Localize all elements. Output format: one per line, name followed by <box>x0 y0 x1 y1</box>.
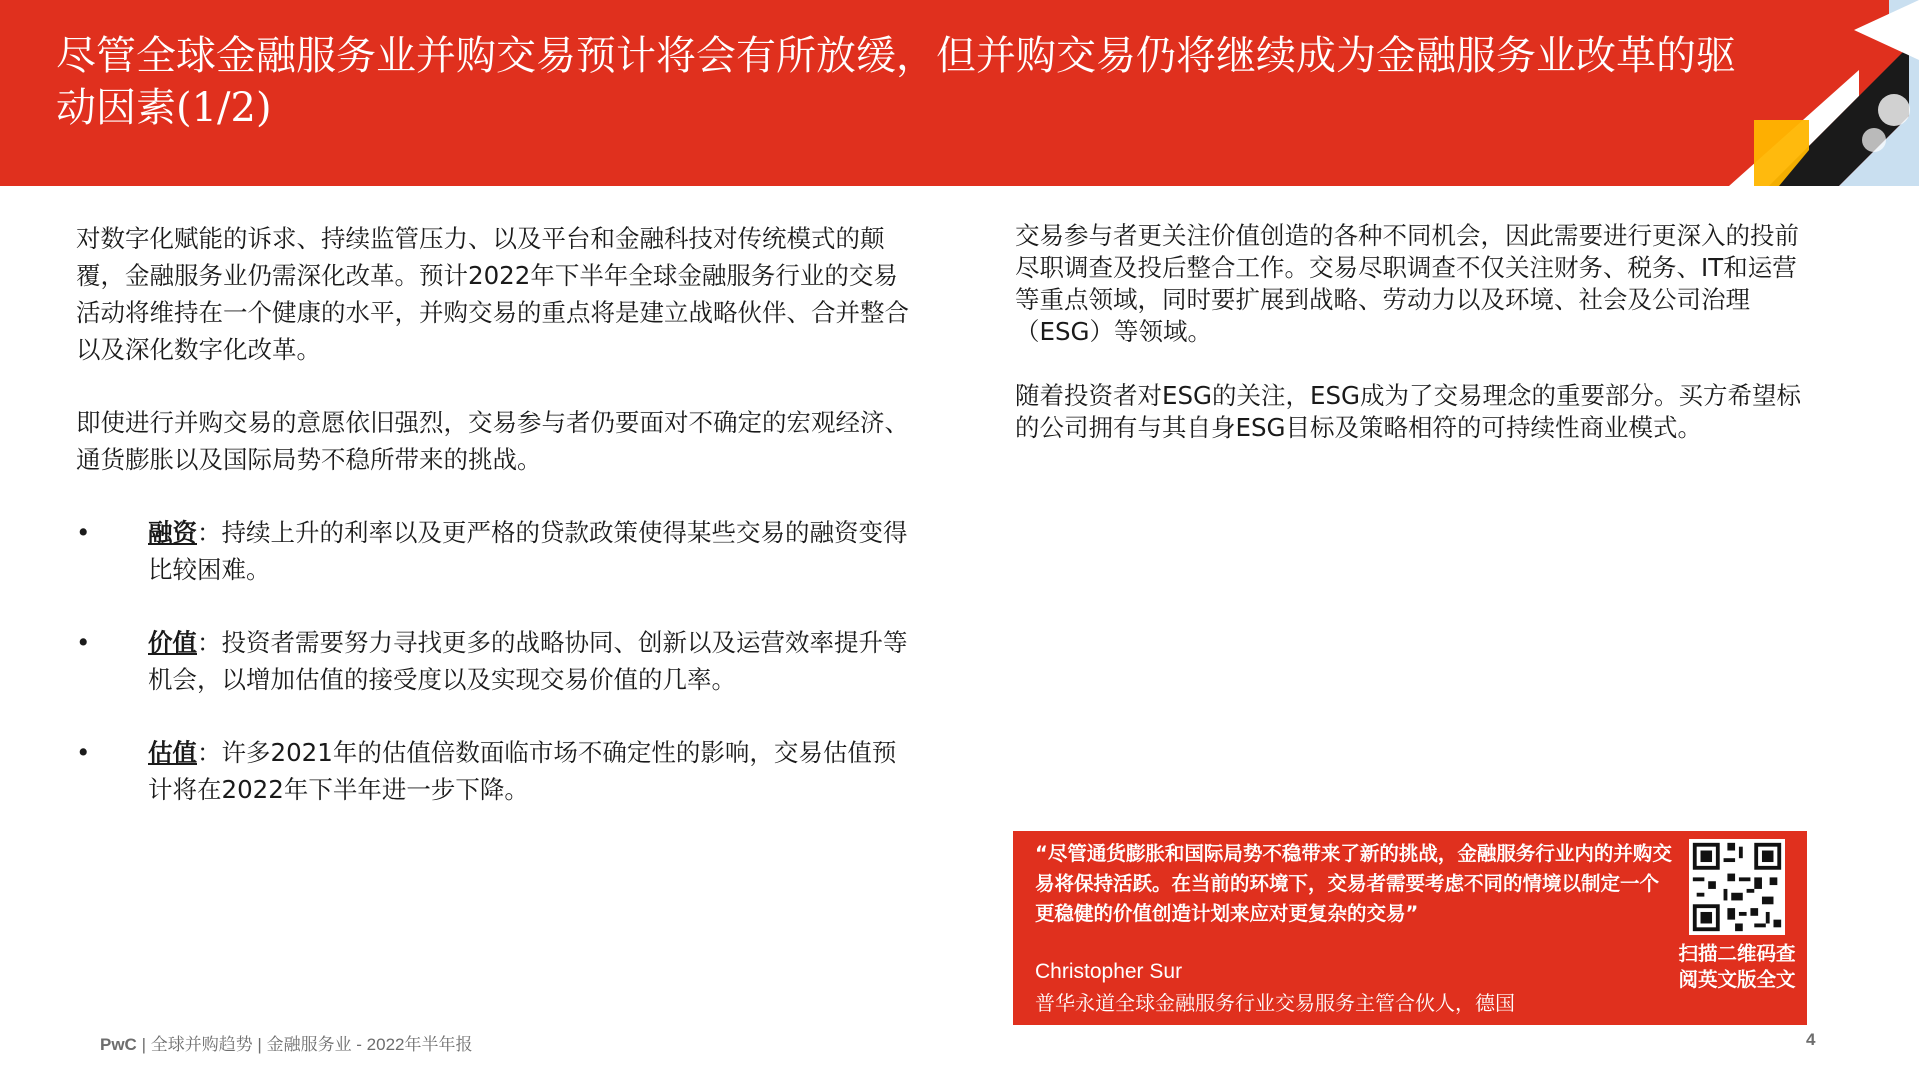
slide-title: 尽管全球金融服务业并购交易预计将会有所放缓，但并购交易仍将继续成为金融服务业改革的驱动因素(1/2) <box>56 33 1736 131</box>
due-diligence-paragraph: 交易参与者更关注价值创造的各种不同机会，因此需要进行更深入的投前尽职调查及投后整合工作。交易尽职调查不仅关注财务、税务、IT和运营等重点领域，同时要扩展到战略、劳动力以及环境、社会及公司治理（ESG）等领域。 <box>1015 221 1799 346</box>
left-column <box>76 220 916 808</box>
arrow-graphic-icon <box>1659 0 1919 186</box>
bullet-marker: • <box>76 738 91 767</box>
bullet-marker: • <box>76 628 91 657</box>
footer <box>100 1030 473 1055</box>
bullet-text: ：持续上升的利率以及更严格的贷款政策使得某些交易的融资变得比较困难。 <box>148 518 908 584</box>
bullet-text: ：许多2021年的估值倍数面临市场不确定性的影响，交易估值预计将在2022年下半年进一步下降。 <box>148 738 897 804</box>
bullet-text: ：投资者需要努力寻找更多的战略协同、创新以及运营效率提升等机会，以增加估值的接受度以及实现交易价值的几率。 <box>148 628 908 694</box>
page-number: 4 <box>1806 1030 1816 1049</box>
bullet-label: 融资 <box>148 518 197 547</box>
bullet-marker: • <box>76 518 91 547</box>
bullet-financing <box>76 514 916 588</box>
footer-brand: PwC <box>100 1035 137 1054</box>
slide-header <box>0 0 1919 186</box>
quote-author-title: 普华永道全球金融服务行业交易服务主管合伙人，德国 <box>1035 991 1515 1015</box>
esg-paragraph: 随着投资者对ESG的关注，ESG成为了交易理念的重要部分。买方希望标的公司拥有与其自身ESG目标及策略相符的可持续性商业模式。 <box>1015 381 1802 442</box>
right-column <box>1015 220 1815 444</box>
quote-text: “尽管通货膨胀和国际局势不稳带来了新的挑战，金融服务行业内的并购交易将保持活跃。在当前的环境下，交易者需要考虑不同的情境以制定一个更稳健的价值创造计划来应对更复杂的交易” <box>1035 842 1672 925</box>
qr-caption: 扫描二维码查阅英文版全文 <box>1678 942 1796 991</box>
quote-author: Christopher Sur <box>1035 960 1183 983</box>
qr-code-icon[interactable] <box>1689 839 1785 935</box>
bullet-label: 估值 <box>148 738 197 767</box>
footer-text: | 全球并购趋势 | 金融服务业 - 2022年半年报 <box>136 1035 473 1054</box>
bullet-valuation <box>76 734 916 808</box>
bullet-label: 价值 <box>148 628 197 657</box>
intro-paragraph: 对数字化赋能的诉求、持续监管压力、以及平台和金融科技对传统模式的颠覆，金融服务业仍需深化改革。预计2022年下半年全球金融服务行业的交易活动将维持在一个健康的水平，并购交易的重点将是建立战略伙伴、合并整合以及深化数字化改革。 <box>76 224 909 364</box>
quote-box <box>1013 831 1807 1025</box>
challenge-paragraph: 即使进行并购交易的意愿依旧强烈，交易参与者仍要面对不确定的宏观经济、通货膨胀以及国际局势不稳所带来的挑战。 <box>76 408 909 474</box>
bullet-value <box>76 624 916 698</box>
